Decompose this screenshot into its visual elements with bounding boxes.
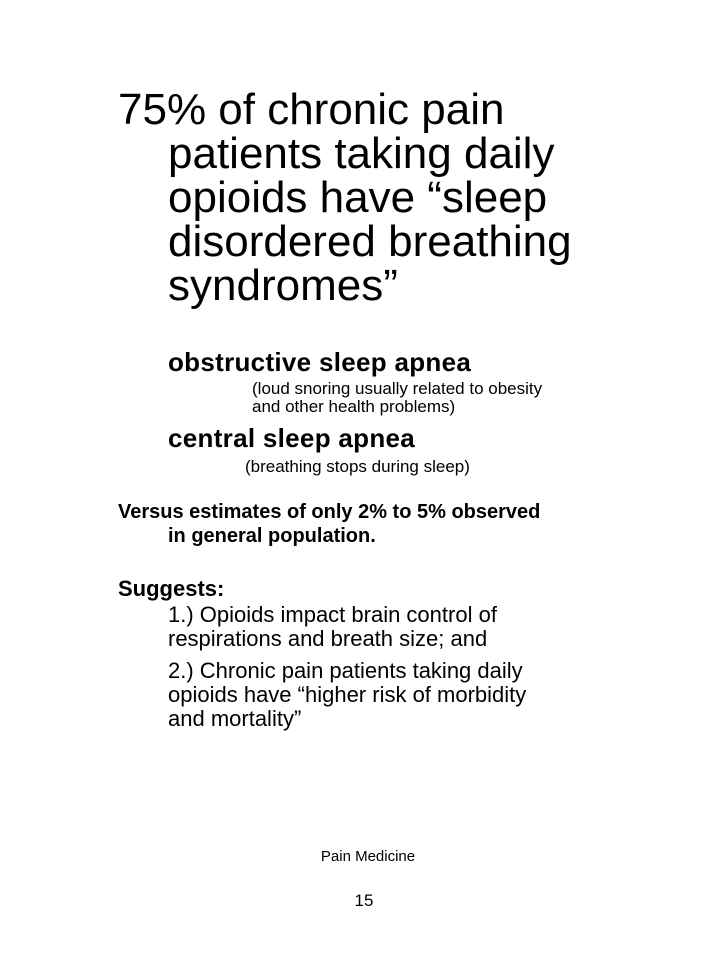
condition-term-central: central sleep apnea (168, 423, 416, 453)
point-line: and mortality” (168, 706, 302, 731)
condition-note-line: and other health problems) (252, 397, 456, 416)
condition-term-obstructive: obstructive sleep apnea (168, 347, 472, 377)
condition-note-obstructive (252, 380, 542, 416)
headline-line: 75% of chronic pain (118, 85, 505, 134)
point-line: respirations and breath size; and (168, 626, 488, 651)
suggests-point-2 (168, 659, 526, 731)
page-number: 15 (354, 891, 374, 910)
headline-line: syndromes” (168, 261, 398, 310)
condition-note-line: (loud snoring usually related to obesity (252, 379, 543, 398)
suggests-point-1 (168, 603, 497, 651)
headline-line: patients taking daily (168, 129, 555, 178)
versus-line: in general population. (168, 525, 376, 547)
versus-statement (118, 500, 540, 548)
headline-line: disordered breathing (168, 217, 572, 266)
point-line: opioids have “higher risk of morbidity (168, 682, 527, 707)
suggests-heading: Suggests: (118, 576, 225, 601)
headline (118, 85, 638, 310)
headline-line: opioids have “sleep (168, 173, 548, 222)
point-line: 1.) Opioids impact brain control of (168, 602, 497, 627)
point-line: 2.) Chronic pain patients taking daily (168, 658, 523, 683)
versus-line: Versus estimates of only 2% to 5% observed (118, 501, 541, 523)
footer-title: Pain Medicine (320, 848, 416, 865)
condition-note-central: (breathing stops during sleep) (245, 457, 470, 476)
